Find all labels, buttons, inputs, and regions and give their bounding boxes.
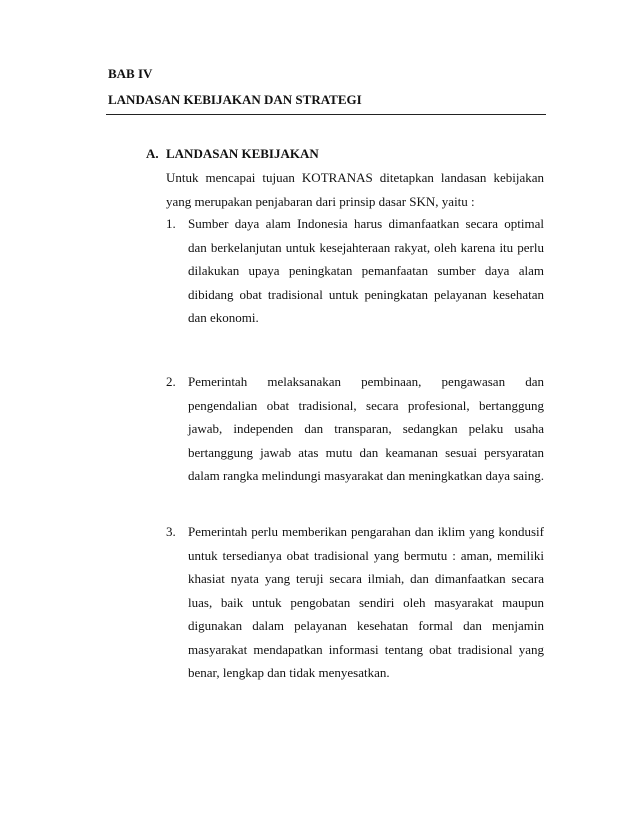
list-item-number: 1. (166, 216, 176, 231)
section-intro-paragraph: Untuk mencapai tujuan KOTRANAS ditetapkan landasan kebijakan yang merupakan penjabaran dari prinsip dasar SKN, yaitu : (166, 170, 544, 209)
section-heading (146, 146, 319, 162)
chapter-label: BAB IV (108, 66, 153, 81)
list-item (166, 370, 544, 488)
section-title: LANDASAN KEBIJAKAN (166, 146, 319, 161)
list-item (166, 520, 544, 685)
title-underline-divider (106, 114, 546, 115)
section-letter: A. (146, 146, 159, 161)
list-item-number: 3. (166, 524, 176, 539)
list-item (166, 212, 544, 330)
list-item-number: 2. (166, 374, 176, 389)
chapter-title: LANDASAN KEBIJAKAN DAN STRATEGI (108, 92, 362, 107)
list-item-text: Sumber daya alam Indonesia harus dimanfaatkan secara optimal dan berkelanjutan untuk kesejahteraan rakyat, oleh karena itu perlu dilakukan upaya peningkatan pemanfaatan sumber daya alam dibidang obat tradisional untuk peningkatan pelayanan kesehatan dan ekonomi. (188, 216, 544, 325)
list-item-text: Pemerintah perlu memberikan pengarahan dan iklim yang kondusif untuk tersedianya obat tradisional yang bermutu : aman, memiliki khasiat nyata yang teruji secara ilmiah, dan dimanfaatkan secara luas, baik untuk pengobatan sendiri oleh masyarakat maupun digunakan dalam pelayanan kesehatan formal dan menjamin masyarakat mendapatkan informasi tentang obat tradisional yang benar, lengkap dan tidak menyesatkan. (188, 524, 544, 680)
list-item-text: Pemerintah melaksanakan pembinaan, pengawasan dan pengendalian obat tradisional, secara profesional, bertanggung jawab, independen dan transparan, sedangkan pelaku usaha bertanggung jawab atas mutu dan keamanan sesuai persyaratan dalam rangka melindungi masyarakat dan meningkatkan daya saing. (188, 374, 544, 483)
